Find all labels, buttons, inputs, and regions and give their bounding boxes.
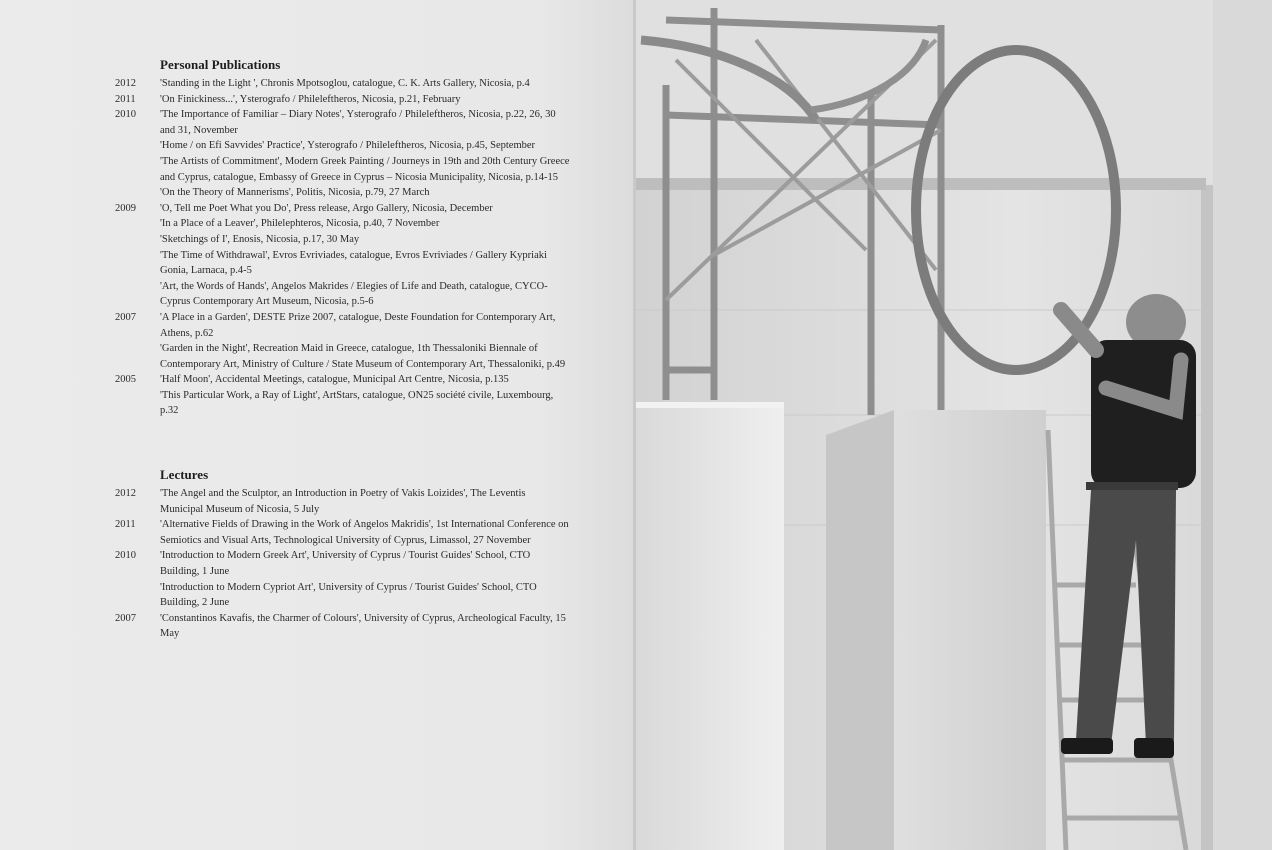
entry-text: 'Alternative Fields of Drawing in the Work of Angelos Makridis', 1st International Conference on Semiotics and Visual Arts, Technological University of Cyprus, Limassol, 27 November <box>160 519 569 546</box>
lectures-heading: Lectures <box>160 467 209 482</box>
entry-text: 'The Artists of Commitment', Modern Greek Painting / Journeys in 19th and 20th Century Greece and Cyprus, catalogue, Embassy of Greece in Cyprus – Nicosia Municipality, Nicosia, p.14-15 <box>160 155 570 183</box>
sculpture-studio-image <box>636 0 1272 850</box>
publication-entry <box>0 279 634 310</box>
publications-heading: Personal Publications <box>160 57 281 72</box>
lecture-entry <box>0 517 634 548</box>
entry-year: 2011 <box>115 519 136 531</box>
entry-year: 2007 <box>115 612 136 624</box>
entry-text: 'The Time of Withdrawal', Evros Evriviades, catalogue, Evros Evriviades / Gallery Kypriaki Gonia, Larnaca, p.4-5 <box>160 249 547 277</box>
lecture-entry <box>0 611 634 642</box>
publication-entry <box>0 138 634 154</box>
lecture-entry <box>0 548 634 579</box>
entry-year: 2010 <box>115 109 136 121</box>
entry-text: 'Sketchings of I', Enosis, Nicosia, p.17, 30 May <box>160 233 360 245</box>
entry-text: 'Introduction to Modern Cypriot Art', University of Cyprus / Tourist Guides' School, CTO Building, 2 June <box>160 581 537 609</box>
entry-year: 2011 <box>115 93 136 105</box>
publication-entry <box>0 201 634 217</box>
entry-year: 2007 <box>115 311 136 323</box>
publication-entry <box>0 372 634 388</box>
entry-text: 'The Angel and the Sculptor, an Introduction in Poetry of Vakis Loizides', The Leventis Municipal Museum of Nicosia, 5 July <box>160 488 526 515</box>
entry-year: 2012 <box>115 78 136 89</box>
publication-entry <box>0 154 634 185</box>
entry-text: 'In a Place of a Leaver', Philelephteros, Nicosia, p.40, 7 November <box>160 218 440 230</box>
publication-entry <box>0 388 634 419</box>
entry-text: 'Constantinos Kavafis, the Charmer of Colours', University of Cyprus, Archeological Faculty, 15 May <box>160 612 566 640</box>
studio-photograph <box>636 0 1272 850</box>
left-page <box>0 0 634 850</box>
entry-text: 'Half Moon', Accidental Meetings, catalogue, Municipal Art Centre, Nicosia, p.135 <box>160 374 509 386</box>
publication-entry <box>0 92 634 108</box>
publications-section <box>0 56 634 419</box>
publication-entry <box>0 248 634 279</box>
entry-text: 'A Place in a Garden', DESTE Prize 2007, catalogue, Deste Foundation for Contemporary Art, Athens, p.62 <box>160 311 556 339</box>
entry-text: 'Standing in the Light ', Chronis Mpotsoglou, catalogue, C. K. Arts Gallery, Nicosia, p.4 <box>160 78 530 89</box>
entry-text: 'Garden in the Night', Recreation Maid in Greece, catalogue, 1th Thessaloniki Biennale of Contemporary Art, Ministry of Culture / State Museum of Contemporary Art, Thessaloniki, p.49 <box>160 343 566 370</box>
entry-year: 2009 <box>115 202 136 214</box>
entry-text: 'Art, the Words of Hands', Angelos Makrides / Elegies of Life and Death, catalogue, CYCO-Cyprus Contemporary Art Museum, Nicosia, p.5-6 <box>160 280 548 308</box>
publication-entry <box>0 232 634 248</box>
entry-text: 'Introduction to Modern Greek Art', University of Cyprus / Tourist Guides' School, CTO Building, 1 June <box>160 550 531 577</box>
publication-entry <box>0 76 634 92</box>
lectures-section <box>0 466 634 642</box>
entry-text: 'This Particular Work, a Ray of Light', ArtStars, catalogue, ON25 société civile, Luxembourg, p.32 <box>160 389 554 417</box>
publication-entry <box>0 216 634 232</box>
lecture-entry <box>0 486 634 517</box>
entry-year: 2012 <box>115 488 136 499</box>
publication-entry <box>0 341 634 372</box>
publication-entry <box>0 310 634 341</box>
entry-text: 'On Finickiness...', Ysterografo / Phileleftheros, Nicosia, p.21, February <box>160 93 461 105</box>
entry-year: 2005 <box>115 374 136 386</box>
publication-entry <box>0 107 634 138</box>
publication-entry <box>0 185 634 201</box>
lecture-entry <box>0 580 634 611</box>
entry-text: 'Home / on Efi Savvides' Practice', Ysterografo / Phileleftheros, Nicosia, p.45, September <box>160 140 536 152</box>
entry-year: 2010 <box>115 550 136 562</box>
entry-text: 'On the Theory of Mannerisms', Politis, Nicosia, p.79, 27 March <box>160 187 430 199</box>
entry-text: 'O, Tell me Poet What you Do', Press release, Argo Gallery, Nicosia, December <box>160 202 493 214</box>
entry-text: 'The Importance of Familiar – Diary Notes', Ysterografo / Phileleftheros, Nicosia, p.22, 26, 30 and 31, November <box>160 109 556 136</box>
